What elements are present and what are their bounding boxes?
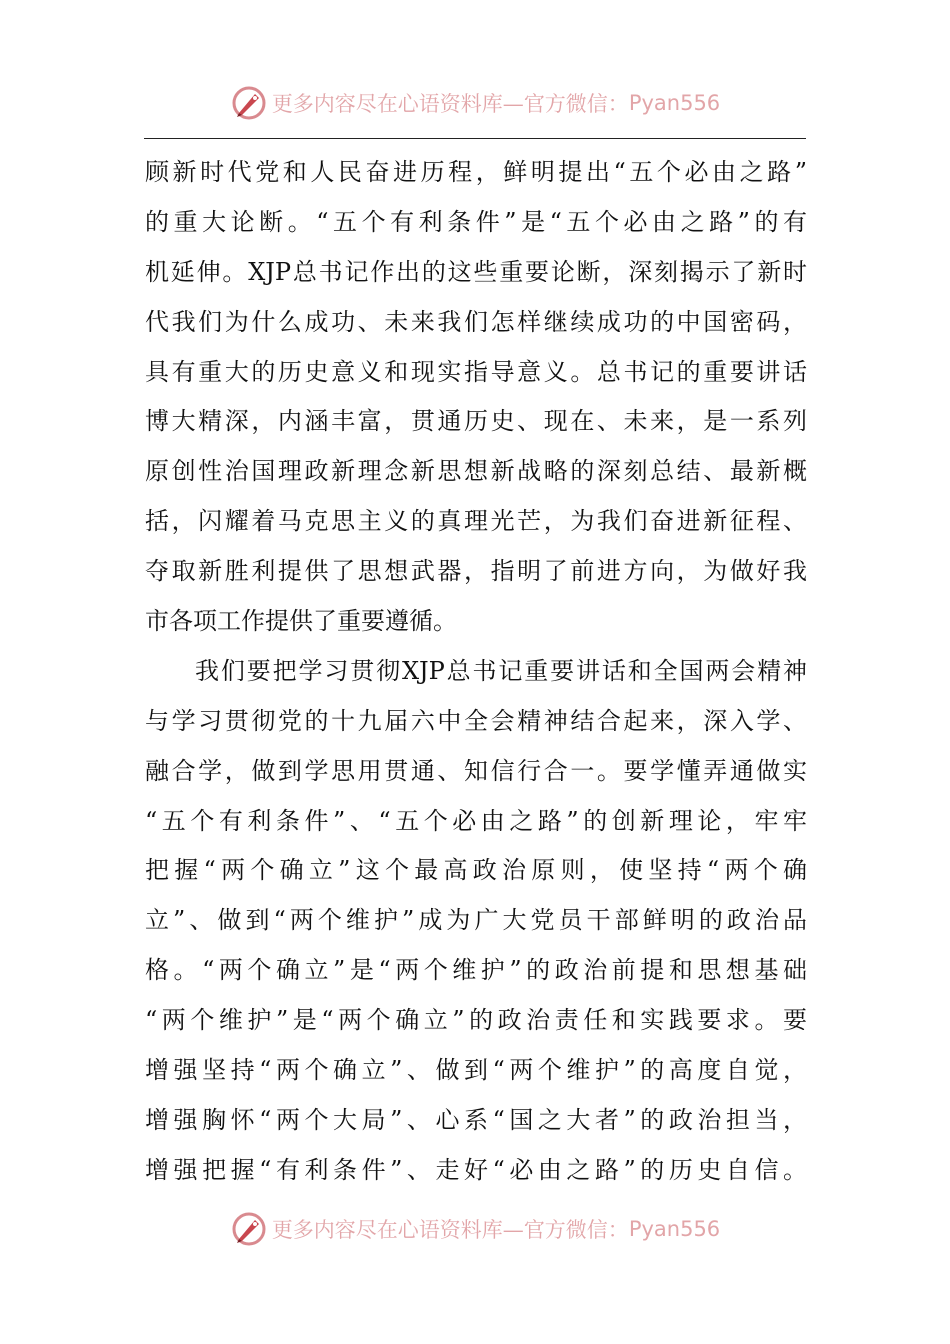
text-line: 代我们为什么成功、未来我们怎样继续成功的中国密码，: [145, 307, 807, 336]
banner-suffix: 官方微信：: [523, 92, 629, 116]
text-line: 把握“两个确立”这个最高政治原则，使坚持“两个确: [145, 856, 807, 885]
text-line: 机延伸。XJP总书记作出的这些重要论断，深刻揭示了新时: [145, 257, 807, 286]
footer-watermark-banner: [0, 1204, 950, 1254]
banner-text: 更多内容尽在心语资料库—: [271, 92, 524, 116]
text-line: 顾新时代党和人民奋进历程，鲜明提出“五个必由之路”: [145, 158, 807, 186]
text-line: 与学习贯彻党的十九届六中全会精神结合起来，深入学、: [145, 706, 807, 735]
text-line: 具有重大的历史意义和现实指导意义。总书记的重要讲话: [145, 357, 807, 386]
text-line: 立”、做到“两个维护”成为广大党员干部鲜明的政治品: [145, 906, 807, 935]
text-line: 夺取新胜利提供了思想武器，指明了前进方向，为做好我: [145, 557, 807, 586]
text-line: 增强把握“有利条件”、走好“必由之路”的历史自信。: [145, 1155, 807, 1184]
text-line: 原创性治国理政新理念新思想新战略的深刻总结、最新概: [145, 457, 807, 486]
text-line: “两个维护”是“两个确立”的政治责任和实践要求。要: [145, 1006, 807, 1035]
banner-wechat-id: Pyan556: [628, 91, 721, 115]
document-body: [145, 148, 807, 1196]
text-line: 博大精深，内涵丰富，贯通历史、现在、未来，是一系列: [145, 407, 807, 436]
pen-nib-icon: [230, 84, 268, 122]
header-watermark-banner: [0, 78, 950, 128]
text-line: 增强坚持“两个确立”、做到“两个维护”的高度自觉，: [145, 1056, 807, 1085]
text-line: 括，闪耀着马克思主义的真理光芒，为我们奋进新征程、: [145, 507, 807, 536]
banner-suffix: 官方微信：: [523, 1218, 629, 1242]
text-line: 融合学，做到学思用贯通、知信行合一。要学懂弄通做实: [145, 756, 807, 785]
text-line: 市各项工作提供了重要遵循。: [145, 607, 457, 636]
text-line: 增强胸怀“两个大局”、心系“国之大者”的政治担当，: [145, 1105, 807, 1134]
text-line: 格。“两个确立”是“两个维护”的政治前提和思想基础: [145, 956, 807, 985]
text-line: “五个有利条件”、“五个必由之路”的创新理论，牢牢: [145, 806, 807, 835]
header-divider: [144, 138, 806, 139]
pen-nib-icon: [230, 1210, 268, 1248]
banner-text: 更多内容尽在心语资料库—: [271, 1218, 524, 1242]
text-line: 的重大论断。“五个有利条件”是“五个必由之路”的有: [145, 207, 807, 236]
paragraph-start-line: 我们要把学习贯彻XJP总书记重要讲话和全国两会精神: [195, 656, 807, 685]
banner-wechat-id: Pyan556: [628, 1217, 721, 1241]
